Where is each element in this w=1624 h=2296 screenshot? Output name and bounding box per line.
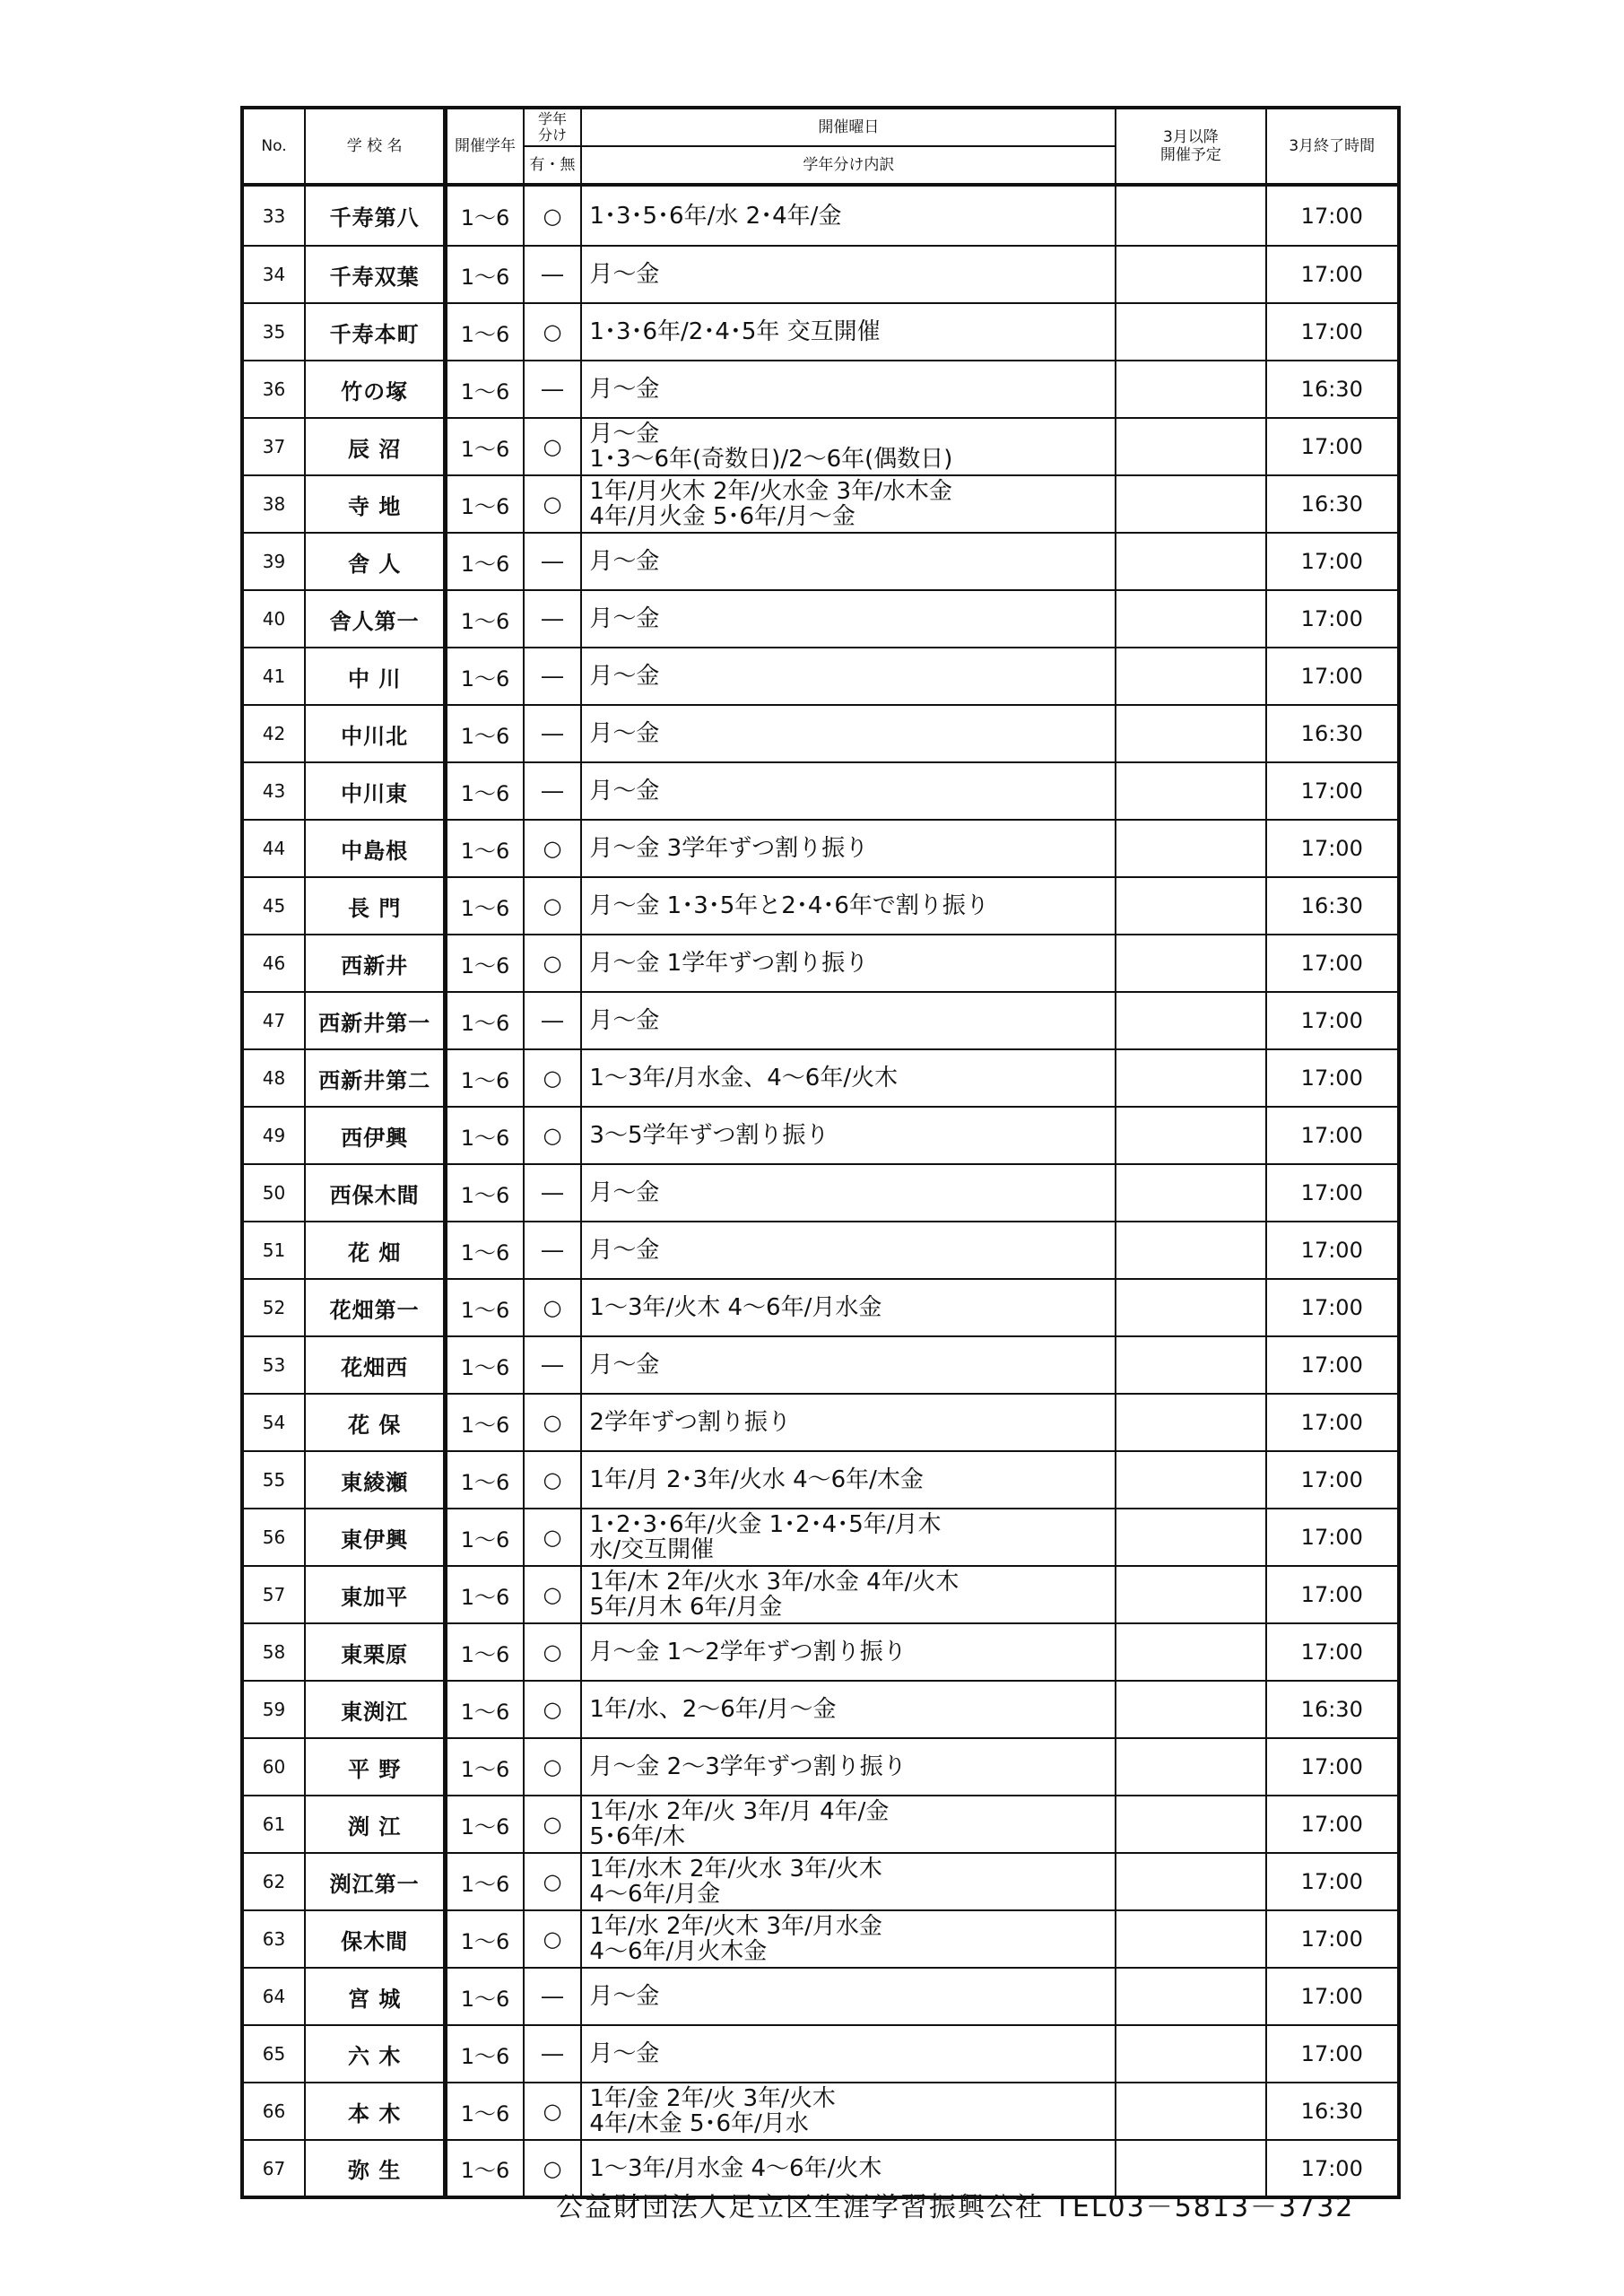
- row-march-plan: [1116, 1049, 1265, 1107]
- row-days-detail: 1～3年/火木 4～6年/月水金: [581, 1279, 1116, 1336]
- row-no: 59: [242, 1681, 305, 1738]
- row-days-detail: 1年/金 2年/火 3年/火木 4年/木金 5･6年/月水: [581, 2083, 1116, 2140]
- row-march-plan: [1116, 877, 1265, 935]
- row-march-end-time: 17:00: [1266, 246, 1399, 303]
- row-division: ○: [524, 1509, 582, 1566]
- row-no: 36: [242, 361, 305, 418]
- row-grades: 1～6: [446, 185, 524, 246]
- row-march-end-time: 17:00: [1266, 1279, 1399, 1336]
- row-grades: 1～6: [446, 1910, 524, 1968]
- row-grades: 1～6: [446, 1509, 524, 1566]
- row-march-plan: [1116, 1738, 1265, 1796]
- header-days-breakdown: 学年分け内訳: [581, 146, 1116, 185]
- row-no: 38: [242, 475, 305, 533]
- row-grades: 1～6: [446, 1796, 524, 1853]
- row-grades: 1～6: [446, 2025, 524, 2083]
- table-row: [242, 1796, 1399, 1853]
- row-days-detail: 月～金: [581, 361, 1116, 418]
- row-school-name: 花 畑: [305, 1222, 446, 1279]
- row-days-detail: 1年/月 2･3年/火水 4～6年/木金: [581, 1451, 1116, 1509]
- row-march-end-time: 17:00: [1266, 590, 1399, 648]
- header-days: 開催曜日: [581, 108, 1116, 146]
- row-march-plan: [1116, 418, 1265, 475]
- row-school-name: 西新井第二: [305, 1049, 446, 1107]
- row-school-name: 長 門: [305, 877, 446, 935]
- row-no: 34: [242, 246, 305, 303]
- row-days-detail: 月～金: [581, 762, 1116, 820]
- row-march-end-time: 16:30: [1266, 705, 1399, 762]
- row-no: 41: [242, 648, 305, 705]
- table-row: [242, 1164, 1399, 1222]
- row-days-detail: 月～金 1～2学年ずつ割り振り: [581, 1623, 1116, 1681]
- row-grades: 1～6: [446, 1968, 524, 2025]
- row-march-plan: [1116, 762, 1265, 820]
- row-division: ○: [524, 1279, 582, 1336]
- row-march-end-time: 16:30: [1266, 877, 1399, 935]
- row-march-plan: [1116, 1164, 1265, 1222]
- row-march-end-time: 17:00: [1266, 1910, 1399, 1968]
- row-march-end-time: 17:00: [1266, 935, 1399, 992]
- row-days-detail: 1年/水 2年/火木 3年/月水金 4～6年/月火木金: [581, 1910, 1116, 1968]
- table-row: [242, 820, 1399, 877]
- row-march-plan: [1116, 1853, 1265, 1910]
- table-row: [242, 1451, 1399, 1509]
- row-days-detail: 月～金: [581, 533, 1116, 590]
- row-no: 67: [242, 2140, 305, 2197]
- row-grades: 1～6: [446, 1049, 524, 1107]
- table-row: [242, 1049, 1399, 1107]
- row-march-end-time: 17:00: [1266, 762, 1399, 820]
- row-days-detail: 月～金 1･3～6年(奇数日)/2～6年(偶数日): [581, 418, 1116, 475]
- row-division: ○: [524, 1910, 582, 1968]
- row-march-plan: [1116, 1107, 1265, 1164]
- row-days-detail: 月～金: [581, 1222, 1116, 1279]
- row-march-plan: [1116, 820, 1265, 877]
- row-march-plan: [1116, 1910, 1265, 1968]
- row-march-plan: [1116, 2025, 1265, 2083]
- row-school-name: 西新井第一: [305, 992, 446, 1049]
- row-no: 55: [242, 1451, 305, 1509]
- row-march-plan: [1116, 1394, 1265, 1451]
- row-no: 39: [242, 533, 305, 590]
- header-division: [524, 108, 582, 146]
- row-march-end-time: 17:00: [1266, 1796, 1399, 1853]
- row-grades: 1～6: [446, 418, 524, 475]
- row-march-plan: [1116, 246, 1265, 303]
- table-row: [242, 1222, 1399, 1279]
- row-march-end-time: 17:00: [1266, 533, 1399, 590]
- row-school-name: 渕江第一: [305, 1853, 446, 1910]
- row-no: 56: [242, 1509, 305, 1566]
- row-school-name: 千寿双葉: [305, 246, 446, 303]
- row-school-name: 弥 生: [305, 2140, 446, 2197]
- row-march-plan: [1116, 1451, 1265, 1509]
- row-days-detail: 月～金 3学年ずつ割り振り: [581, 820, 1116, 877]
- table-row: [242, 590, 1399, 648]
- table-row: [242, 1394, 1399, 1451]
- header-march-plan: 3月以降 開催予定: [1116, 108, 1265, 185]
- row-grades: 1～6: [446, 1222, 524, 1279]
- table-row: [242, 246, 1399, 303]
- row-division: ―: [524, 1968, 582, 2025]
- row-division: ○: [524, 2083, 582, 2140]
- row-march-plan: [1116, 475, 1265, 533]
- header-grades: 開催学年: [446, 108, 524, 185]
- row-division: ○: [524, 877, 582, 935]
- table-row: [242, 1853, 1399, 1910]
- row-march-end-time: 17:00: [1266, 648, 1399, 705]
- table-row: [242, 762, 1399, 820]
- row-school-name: 花畑第一: [305, 1279, 446, 1336]
- table-row: [242, 705, 1399, 762]
- row-march-plan: [1116, 648, 1265, 705]
- row-no: 35: [242, 303, 305, 361]
- row-days-detail: 月～金: [581, 1336, 1116, 1394]
- table-row: [242, 648, 1399, 705]
- row-school-name: 舎人第一: [305, 590, 446, 648]
- row-no: 57: [242, 1566, 305, 1623]
- row-march-plan: [1116, 533, 1265, 590]
- row-march-plan: [1116, 1279, 1265, 1336]
- row-march-plan: [1116, 705, 1265, 762]
- row-school-name: 宮 城: [305, 1968, 446, 2025]
- row-school-name: 花 保: [305, 1394, 446, 1451]
- row-division: ―: [524, 361, 582, 418]
- row-division: ○: [524, 303, 582, 361]
- row-march-plan: [1116, 1623, 1265, 1681]
- row-days-detail: 月～金: [581, 1968, 1116, 2025]
- row-no: 37: [242, 418, 305, 475]
- row-school-name: 本 木: [305, 2083, 446, 2140]
- row-march-end-time: 17:00: [1266, 820, 1399, 877]
- row-no: 47: [242, 992, 305, 1049]
- row-division: ○: [524, 1107, 582, 1164]
- row-no: 65: [242, 2025, 305, 2083]
- row-march-end-time: 17:00: [1266, 1509, 1399, 1566]
- table-row: [242, 1336, 1399, 1394]
- row-school-name: 西保木間: [305, 1164, 446, 1222]
- row-school-name: 中島根: [305, 820, 446, 877]
- row-days-detail: 1年/月火木 2年/火水金 3年/水木金 4年/月火金 5･6年/月～金: [581, 475, 1116, 533]
- row-grades: 1～6: [446, 1623, 524, 1681]
- table-row: [242, 533, 1399, 590]
- row-march-plan: [1116, 2083, 1265, 2140]
- row-grades: 1～6: [446, 533, 524, 590]
- row-march-end-time: 16:30: [1266, 361, 1399, 418]
- table-row: [242, 418, 1399, 475]
- row-grades: 1～6: [446, 303, 524, 361]
- row-days-detail: 月～金: [581, 246, 1116, 303]
- table-row: [242, 2083, 1399, 2140]
- footer-organization: 公益財団法人足立区生涯学習振興公社 TEL03－5813－3732: [556, 2192, 1355, 2223]
- row-school-name: 中川東: [305, 762, 446, 820]
- row-march-end-time: 17:00: [1266, 1336, 1399, 1394]
- row-division: ○: [524, 820, 582, 877]
- header-march-end: 3月終了時間: [1266, 108, 1399, 185]
- row-days-detail: 月～金 2～3学年ずつ割り振り: [581, 1738, 1116, 1796]
- row-division: ―: [524, 762, 582, 820]
- table-row: [242, 1107, 1399, 1164]
- row-march-end-time: 17:00: [1266, 1566, 1399, 1623]
- row-days-detail: 1年/水木 2年/火水 3年/火木 4～6年/月金: [581, 1853, 1116, 1910]
- row-no: 58: [242, 1623, 305, 1681]
- row-march-end-time: 17:00: [1266, 1738, 1399, 1796]
- row-march-plan: [1116, 935, 1265, 992]
- row-school-name: 西伊興: [305, 1107, 446, 1164]
- row-division: ―: [524, 1164, 582, 1222]
- row-division: ―: [524, 2025, 582, 2083]
- row-march-end-time: 17:00: [1266, 1107, 1399, 1164]
- table-row: [242, 475, 1399, 533]
- row-march-plan: [1116, 992, 1265, 1049]
- row-division: ○: [524, 935, 582, 992]
- row-division: ○: [524, 1681, 582, 1738]
- row-march-end-time: 17:00: [1266, 1451, 1399, 1509]
- row-march-plan: [1116, 1222, 1265, 1279]
- row-days-detail: 月～金: [581, 590, 1116, 648]
- row-grades: 1～6: [446, 992, 524, 1049]
- row-march-plan: [1116, 1566, 1265, 1623]
- row-division: ○: [524, 1796, 582, 1853]
- row-grades: 1～6: [446, 2083, 524, 2140]
- row-march-plan: [1116, 361, 1265, 418]
- table-row: [242, 1968, 1399, 2025]
- row-march-plan: [1116, 1968, 1265, 2025]
- row-days-detail: 月～金: [581, 1164, 1116, 1222]
- row-march-plan: [1116, 1796, 1265, 1853]
- row-march-plan: [1116, 590, 1265, 648]
- row-division: ―: [524, 648, 582, 705]
- row-school-name: 東加平: [305, 1566, 446, 1623]
- row-division: ―: [524, 246, 582, 303]
- table-header: [242, 108, 1399, 185]
- row-school-name: 保木間: [305, 1910, 446, 1968]
- row-grades: 1～6: [446, 705, 524, 762]
- row-grades: 1～6: [446, 935, 524, 992]
- row-no: 49: [242, 1107, 305, 1164]
- row-no: 50: [242, 1164, 305, 1222]
- row-grades: 1～6: [446, 1853, 524, 1910]
- row-division: ○: [524, 1451, 582, 1509]
- row-no: 60: [242, 1738, 305, 1796]
- row-division: ○: [524, 2140, 582, 2197]
- row-no: 63: [242, 1910, 305, 1968]
- row-days-detail: 1･2･3･6年/火金 1･2･4･5年/月木 水/交互開催: [581, 1509, 1116, 1566]
- row-grades: 1～6: [446, 1336, 524, 1394]
- row-march-end-time: 17:00: [1266, 418, 1399, 475]
- row-division: ―: [524, 533, 582, 590]
- row-school-name: 千寿本町: [305, 303, 446, 361]
- table-row: [242, 1279, 1399, 1336]
- row-grades: 1～6: [446, 1394, 524, 1451]
- table-row: [242, 1738, 1399, 1796]
- row-grades: 1～6: [446, 648, 524, 705]
- row-march-end-time: 17:00: [1266, 1222, 1399, 1279]
- row-division: ―: [524, 705, 582, 762]
- table-row: [242, 1623, 1399, 1681]
- row-no: 44: [242, 820, 305, 877]
- row-school-name: 千寿第八: [305, 185, 446, 246]
- table-row: [242, 1681, 1399, 1738]
- row-days-detail: 月～金: [581, 992, 1116, 1049]
- row-days-detail: 1年/木 2年/火水 3年/水金 4年/火木 5年/月木 6年/月金: [581, 1566, 1116, 1623]
- row-grades: 1～6: [446, 1566, 524, 1623]
- table-body: [242, 185, 1399, 2197]
- header-division-yesno: 有・無: [524, 146, 582, 185]
- row-division: ○: [524, 418, 582, 475]
- row-no: 46: [242, 935, 305, 992]
- row-grades: 1～6: [446, 246, 524, 303]
- row-days-detail: 1･3･6年/2･4･5年 交互開催: [581, 303, 1116, 361]
- row-grades: 1～6: [446, 1107, 524, 1164]
- row-school-name: 舎 人: [305, 533, 446, 590]
- row-no: 52: [242, 1279, 305, 1336]
- row-division: ○: [524, 1738, 582, 1796]
- row-grades: 1～6: [446, 877, 524, 935]
- row-march-end-time: 17:00: [1266, 2025, 1399, 2083]
- table-row: [242, 1910, 1399, 1968]
- row-march-end-time: 16:30: [1266, 1681, 1399, 1738]
- row-grades: 1～6: [446, 1738, 524, 1796]
- header-no: No.: [242, 108, 305, 185]
- table-row: [242, 935, 1399, 992]
- row-no: 42: [242, 705, 305, 762]
- table-row: [242, 992, 1399, 1049]
- row-march-plan: [1116, 1336, 1265, 1394]
- row-division: ○: [524, 1394, 582, 1451]
- table-row: [242, 877, 1399, 935]
- row-days-detail: 1年/水、2～6年/月～金: [581, 1681, 1116, 1738]
- row-school-name: 花畑西: [305, 1336, 446, 1394]
- row-no: 43: [242, 762, 305, 820]
- row-no: 66: [242, 2083, 305, 2140]
- row-school-name: 東栗原: [305, 1623, 446, 1681]
- row-division: ○: [524, 1853, 582, 1910]
- row-school-name: 中 川: [305, 648, 446, 705]
- row-days-detail: 1･3･5･6年/水 2･4年/金: [581, 185, 1116, 246]
- row-school-name: 六 木: [305, 2025, 446, 2083]
- row-march-end-time: 17:00: [1266, 992, 1399, 1049]
- row-grades: 1～6: [446, 590, 524, 648]
- row-division: ○: [524, 185, 582, 246]
- row-grades: 1～6: [446, 1279, 524, 1336]
- row-march-plan: [1116, 303, 1265, 361]
- header-division-top: 学年 分け: [537, 110, 567, 144]
- row-school-name: 竹の塚: [305, 361, 446, 418]
- row-grades: 1～6: [446, 475, 524, 533]
- row-march-end-time: 17:00: [1266, 1049, 1399, 1107]
- row-no: 64: [242, 1968, 305, 2025]
- school-schedule-table: [240, 106, 1401, 2199]
- row-days-detail: 1～3年/月水金、4～6年/火木: [581, 1049, 1116, 1107]
- row-no: 53: [242, 1336, 305, 1394]
- row-grades: 1～6: [446, 2140, 524, 2197]
- row-school-name: 辰 沼: [305, 418, 446, 475]
- row-school-name: 東渕江: [305, 1681, 446, 1738]
- row-march-end-time: 16:30: [1266, 475, 1399, 533]
- row-days-detail: 1～3年/月水金 4～6年/火木: [581, 2140, 1116, 2197]
- row-school-name: 寺 地: [305, 475, 446, 533]
- row-no: 33: [242, 185, 305, 246]
- header-school-name: 学 校 名: [305, 108, 446, 185]
- table-row: [242, 303, 1399, 361]
- row-days-detail: 3～5学年ずつ割り振り: [581, 1107, 1116, 1164]
- table-row: [242, 2025, 1399, 2083]
- row-no: 40: [242, 590, 305, 648]
- row-march-end-time: 17:00: [1266, 1623, 1399, 1681]
- row-school-name: 平 野: [305, 1738, 446, 1796]
- row-march-end-time: 17:00: [1266, 185, 1399, 246]
- row-march-plan: [1116, 1509, 1265, 1566]
- row-school-name: 東伊興: [305, 1509, 446, 1566]
- row-no: 45: [242, 877, 305, 935]
- row-march-end-time: 17:00: [1266, 1968, 1399, 2025]
- row-march-plan: [1116, 1681, 1265, 1738]
- row-no: 62: [242, 1853, 305, 1910]
- row-march-end-time: 17:00: [1266, 1394, 1399, 1451]
- table-row: [242, 185, 1399, 246]
- row-march-end-time: 17:00: [1266, 1853, 1399, 1910]
- row-division: ○: [524, 475, 582, 533]
- row-days-detail: 2学年ずつ割り振り: [581, 1394, 1116, 1451]
- row-march-end-time: 17:00: [1266, 2140, 1399, 2197]
- table-row: [242, 1566, 1399, 1623]
- row-march-end-time: 17:00: [1266, 1164, 1399, 1222]
- table-row: [242, 361, 1399, 418]
- row-days-detail: 月～金 1学年ずつ割り振り: [581, 935, 1116, 992]
- row-no: 54: [242, 1394, 305, 1451]
- row-grades: 1～6: [446, 361, 524, 418]
- row-days-detail: 月～金: [581, 2025, 1116, 2083]
- row-no: 61: [242, 1796, 305, 1853]
- row-division: ―: [524, 1336, 582, 1394]
- row-march-end-time: 17:00: [1266, 303, 1399, 361]
- row-no: 51: [242, 1222, 305, 1279]
- row-school-name: 西新井: [305, 935, 446, 992]
- row-days-detail: 月～金: [581, 648, 1116, 705]
- row-grades: 1～6: [446, 820, 524, 877]
- row-days-detail: 月～金 1･3･5年と2･4･6年で割り振り: [581, 877, 1116, 935]
- row-march-plan: [1116, 185, 1265, 246]
- row-division: ○: [524, 1049, 582, 1107]
- row-grades: 1～6: [446, 1681, 524, 1738]
- row-grades: 1～6: [446, 1164, 524, 1222]
- row-grades: 1～6: [446, 762, 524, 820]
- row-division: ―: [524, 1222, 582, 1279]
- row-school-name: 中川北: [305, 705, 446, 762]
- row-no: 48: [242, 1049, 305, 1107]
- row-division: ○: [524, 1566, 582, 1623]
- row-division: ―: [524, 992, 582, 1049]
- row-march-end-time: 16:30: [1266, 2083, 1399, 2140]
- table-row: [242, 1509, 1399, 1566]
- row-days-detail: 1年/水 2年/火 3年/月 4年/金 5･6年/木: [581, 1796, 1116, 1853]
- row-school-name: 渕 江: [305, 1796, 446, 1853]
- row-division: ○: [524, 1623, 582, 1681]
- row-days-detail: 月～金: [581, 705, 1116, 762]
- row-grades: 1～6: [446, 1451, 524, 1509]
- row-school-name: 東綾瀬: [305, 1451, 446, 1509]
- row-division: ―: [524, 590, 582, 648]
